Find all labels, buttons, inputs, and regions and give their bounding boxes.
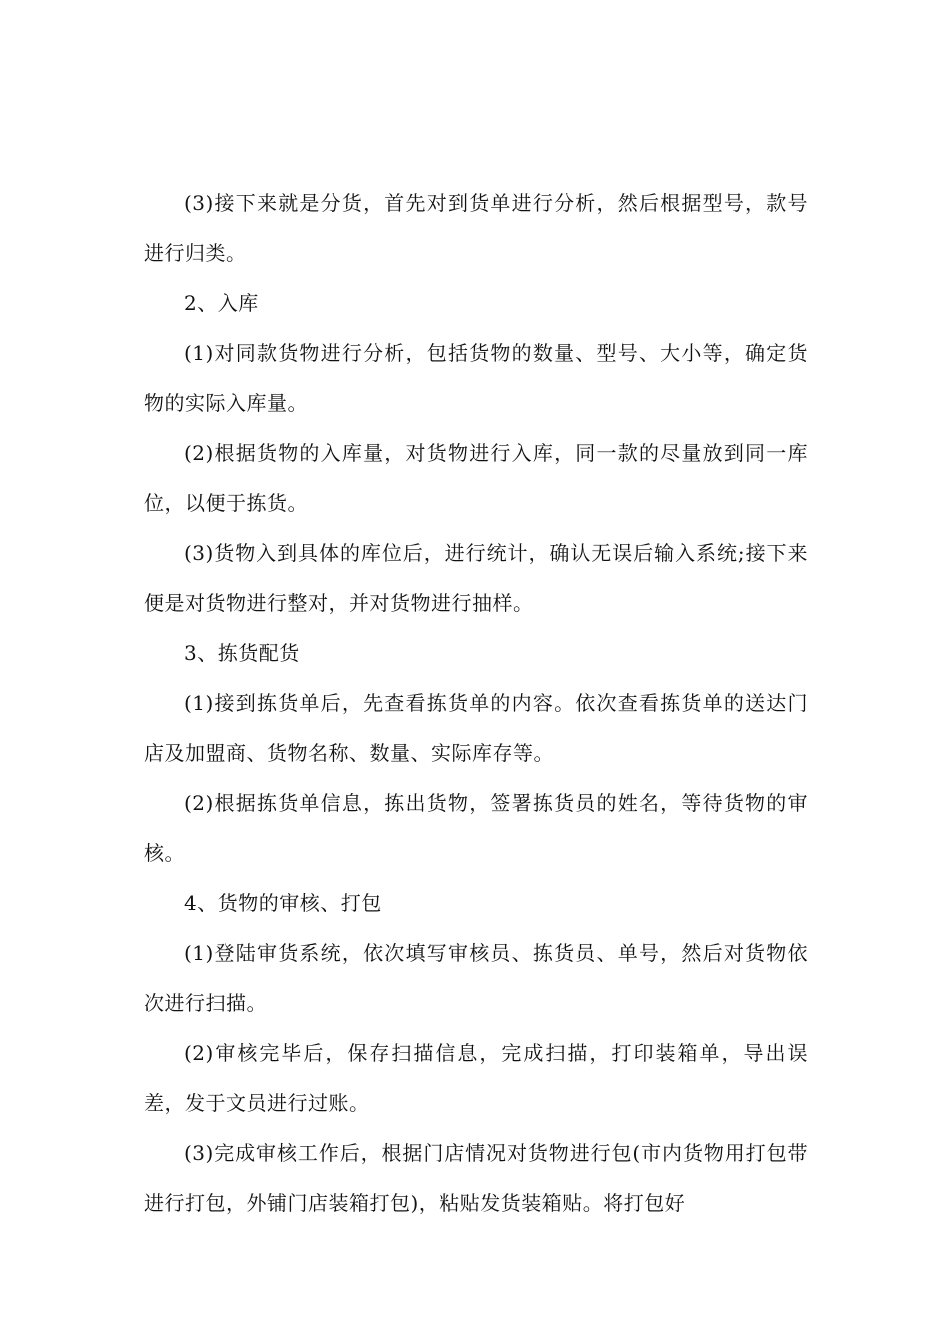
- paragraph-item: (3)完成审核工作后，根据门店情况对货物进行包(市内货物用打包带进行打包，外铺门店装箱打包)，粘贴发货装箱贴。将打包好: [144, 1141, 808, 1215]
- section-heading-inbound: 2、入库: [184, 291, 259, 315]
- section-heading-picking: 3、拣货配货: [184, 641, 300, 665]
- paragraph-item: (2)根据拣货单信息，拣出货物，签署拣货员的姓名，等待货物的审核。: [144, 791, 808, 865]
- document-body: [144, 178, 808, 1228]
- paragraph-item: (3)接下来就是分货，首先对到货单进行分析，然后根据型号，款号进行归类。: [144, 191, 808, 265]
- section-heading-review-packing: 4、货物的审核、打包: [184, 891, 382, 915]
- paragraph-item: (1)接到拣货单后，先查看拣货单的内容。依次查看拣货单的送达门店及加盟商、货物名称、数量、实际库存等。: [144, 691, 808, 765]
- paragraph-item: (1)登陆审货系统，依次填写审核员、拣货员、单号，然后对货物依次进行扫描。: [144, 941, 808, 1015]
- paragraph-item: (3)货物入到具体的库位后，进行统计，确认无误后输入系统;接下来便是对货物进行整对，并对货物进行抽样。: [144, 541, 808, 615]
- paragraph-item: (2)根据货物的入库量，对货物进行入库，同一款的尽量放到同一库位，以便于拣货。: [144, 441, 808, 515]
- paragraph-item: (1)对同款货物进行分析，包括货物的数量、型号、大小等，确定货物的实际入库量。: [144, 341, 808, 415]
- paragraph-item: (2)审核完毕后，保存扫描信息，完成扫描，打印装箱单，导出误差，发于文员进行过账。: [144, 1041, 808, 1115]
